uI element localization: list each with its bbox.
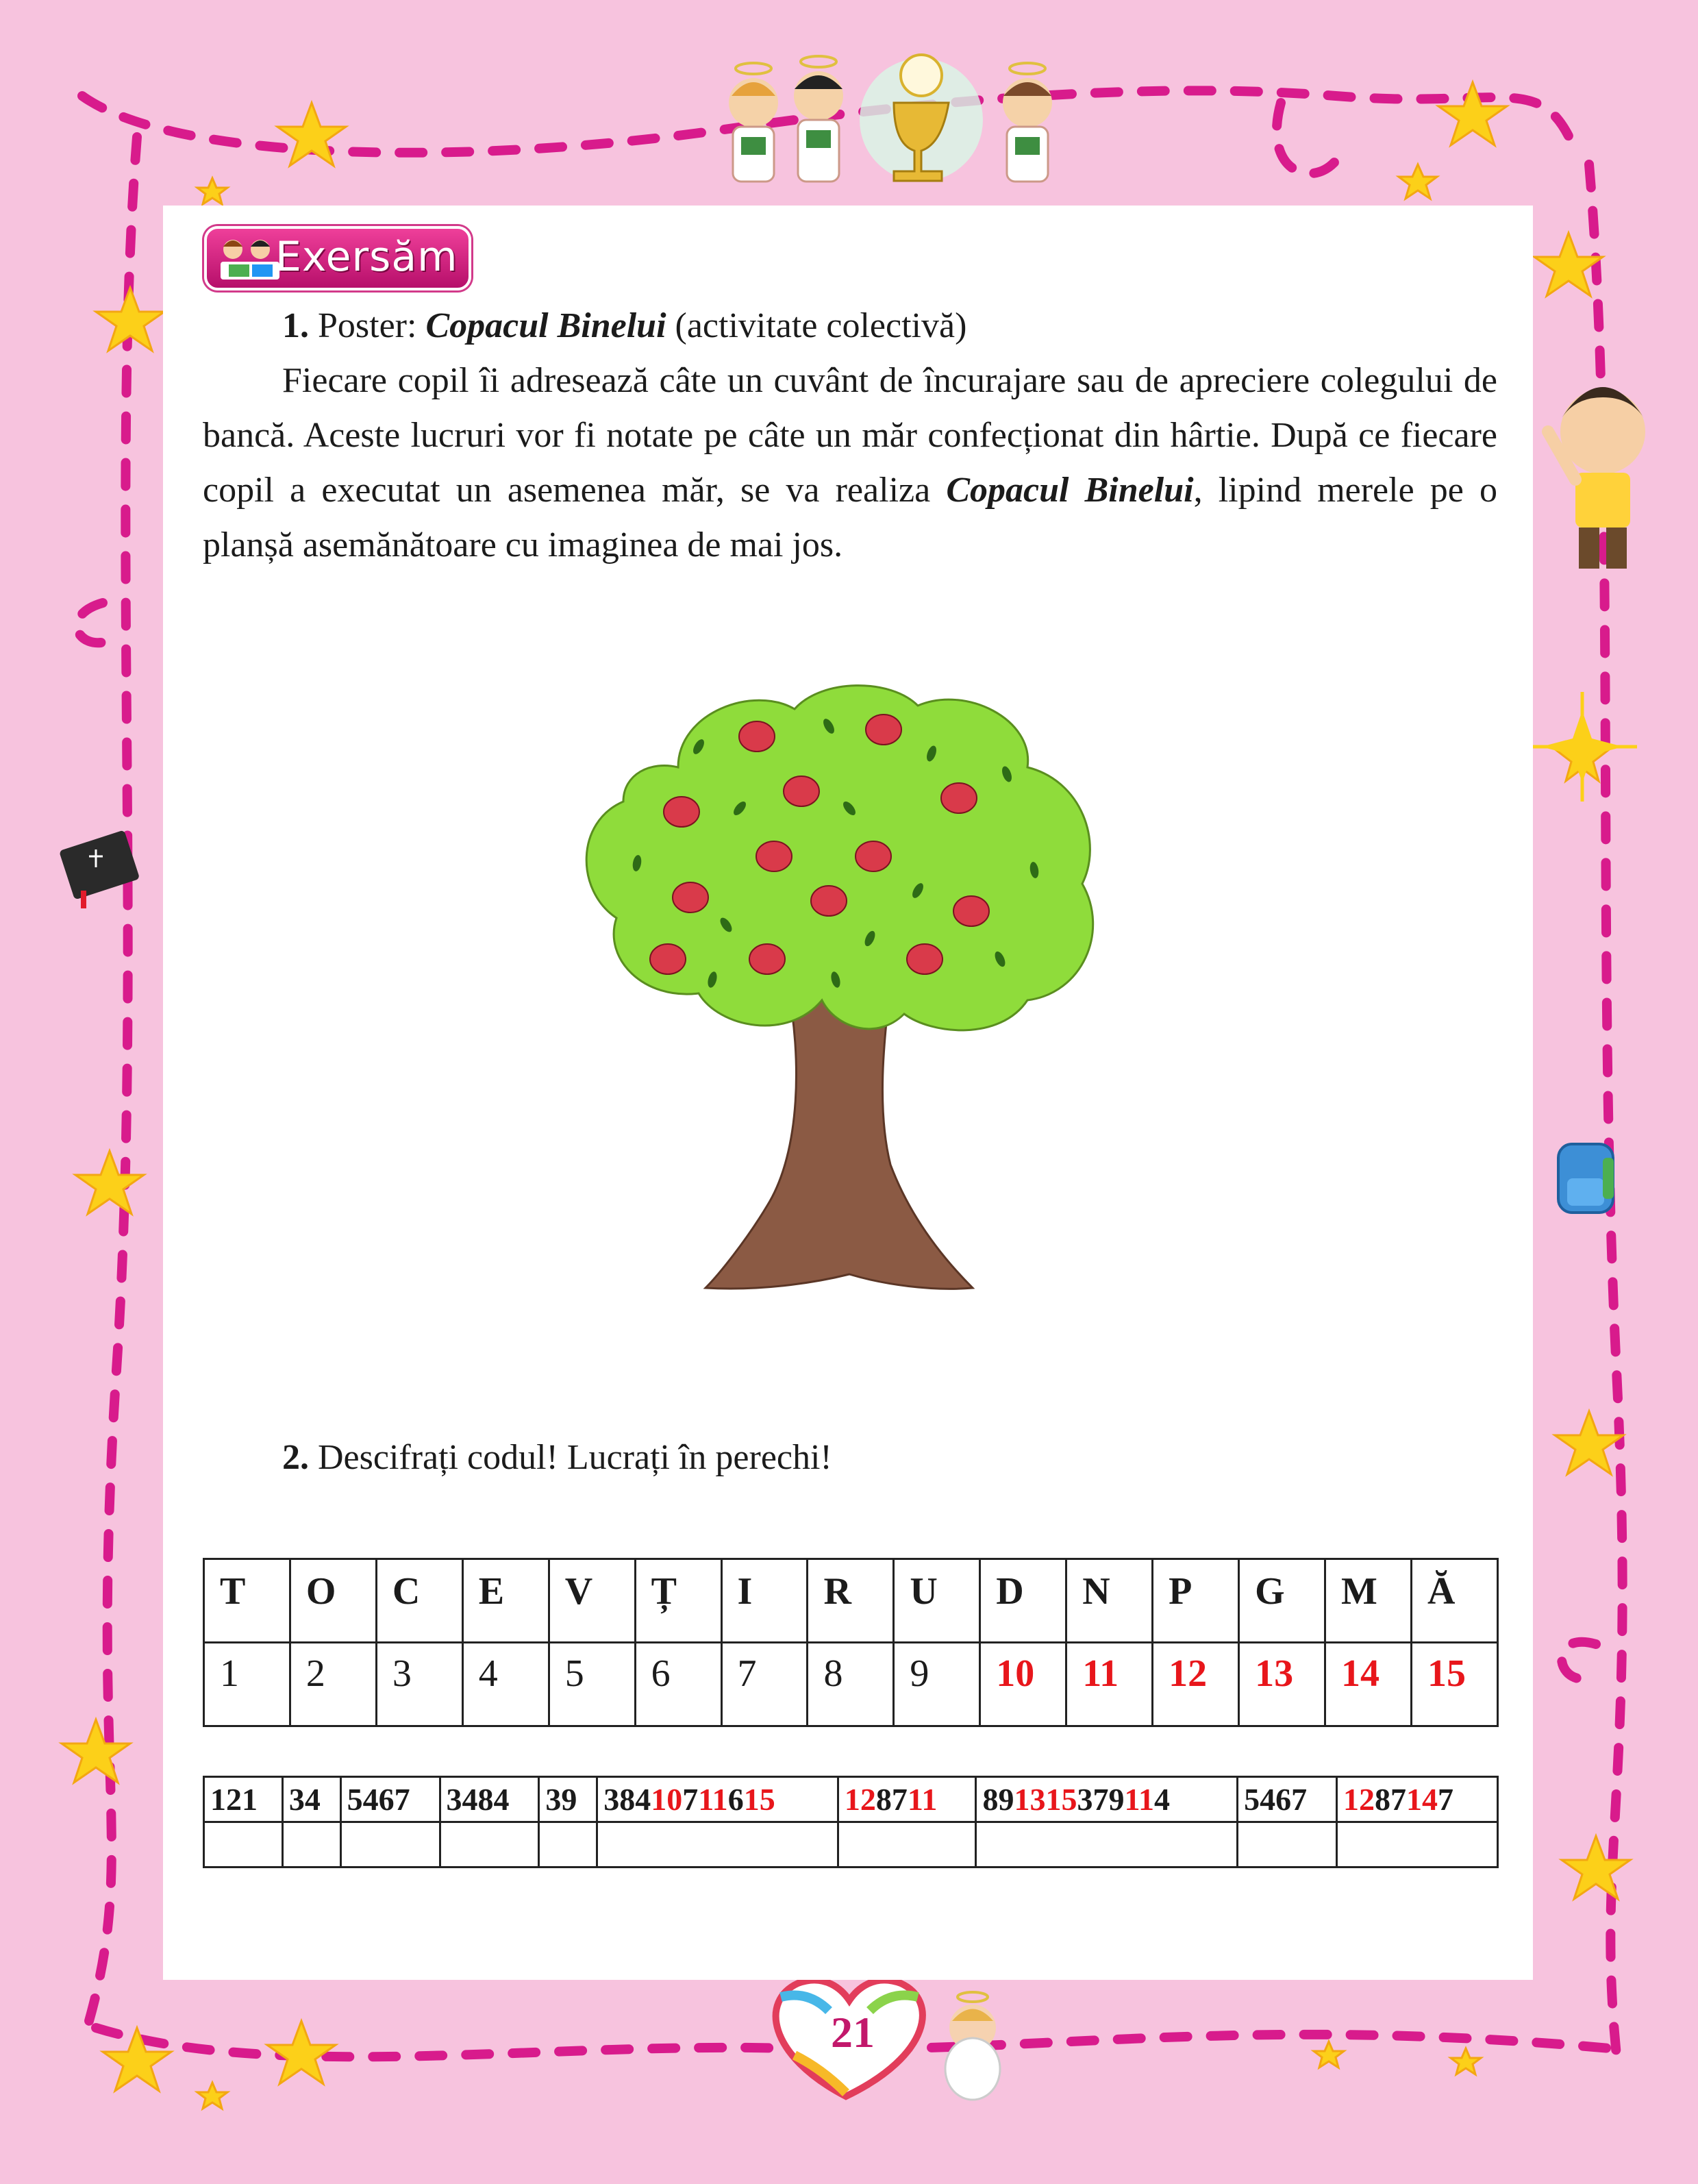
star-icon bbox=[1555, 1411, 1623, 1474]
answer-cell[interactable] bbox=[539, 1822, 597, 1867]
section-label: Exersăm bbox=[275, 233, 458, 281]
answer-cell[interactable] bbox=[838, 1822, 976, 1867]
cipher-number-cell: 7 bbox=[721, 1643, 808, 1726]
cipher-number-cell: 5 bbox=[549, 1643, 635, 1726]
tree-canopy bbox=[586, 686, 1093, 1030]
cipher-number-cell: 1 bbox=[204, 1643, 290, 1726]
code-cell bbox=[838, 1777, 976, 1822]
apple bbox=[856, 841, 891, 871]
code-cell bbox=[976, 1777, 1238, 1822]
code-row bbox=[204, 1777, 1498, 1822]
cipher-letter-cell: P bbox=[1153, 1559, 1239, 1643]
cipher-number-cell: 15 bbox=[1411, 1643, 1497, 1726]
code-segment: 89 bbox=[982, 1782, 1014, 1817]
page-number: 21 bbox=[831, 2008, 875, 2057]
answer-cell[interactable] bbox=[340, 1822, 440, 1867]
code-segment: 11 bbox=[907, 1782, 938, 1817]
code-segment: 10 bbox=[651, 1782, 683, 1817]
exercise-1-title: 1. Poster: Copacul Binelui (activitate colectivă) bbox=[282, 306, 967, 345]
apple bbox=[811, 886, 847, 916]
code-to-decode-table bbox=[203, 1776, 1499, 1868]
star-icon bbox=[62, 1720, 130, 1783]
code-segment: 7 bbox=[682, 1782, 699, 1817]
star-icon bbox=[1562, 1836, 1630, 1899]
apple bbox=[749, 944, 785, 974]
answer-cell[interactable] bbox=[976, 1822, 1238, 1867]
apple bbox=[673, 882, 708, 913]
cipher-letter-cell: I bbox=[721, 1559, 808, 1643]
code-cell bbox=[204, 1777, 283, 1822]
star-icon bbox=[197, 178, 227, 204]
cipher-letter-cell: N bbox=[1066, 1559, 1153, 1643]
code-segment: 14 bbox=[1406, 1782, 1438, 1817]
apple bbox=[739, 721, 775, 752]
apple bbox=[907, 944, 942, 974]
code-segment: 7 bbox=[1438, 1782, 1454, 1817]
boy-icon bbox=[1548, 387, 1645, 569]
apple bbox=[941, 783, 977, 813]
code-segment: 87 bbox=[875, 1782, 908, 1817]
code-segment: 11 bbox=[1124, 1782, 1154, 1817]
code-segment: 3484 bbox=[446, 1782, 510, 1817]
apple bbox=[664, 797, 699, 827]
answer-cell[interactable] bbox=[282, 1822, 340, 1867]
sparkle-icon bbox=[1527, 692, 1637, 802]
answer-cell[interactable] bbox=[1238, 1822, 1337, 1867]
backpack-icon bbox=[1558, 1144, 1614, 1213]
code-segment: 6 bbox=[727, 1782, 744, 1817]
code-cell bbox=[1238, 1777, 1337, 1822]
cipher-number-cell: 4 bbox=[462, 1643, 549, 1726]
cipher-number-cell: 2 bbox=[290, 1643, 376, 1726]
exercise-2-title: 2. Descifrați codul! Lucrați în perechi! bbox=[282, 1438, 832, 1477]
code-cell bbox=[539, 1777, 597, 1822]
cipher-letter-cell: G bbox=[1239, 1559, 1325, 1643]
code-segment: 5467 bbox=[1244, 1782, 1308, 1817]
code-segment: 34 bbox=[288, 1782, 321, 1817]
code-segment: 12 bbox=[1343, 1782, 1375, 1817]
code-segment: 4 bbox=[1153, 1782, 1170, 1817]
code-segment: 379 bbox=[1077, 1782, 1125, 1817]
exercise-1-instructions: Fiecare copil îi adresează câte un cuvânt de încurajare sau de apreciere colegului de bancă. Aceste lucruri vor fi notate pe câte un măr confecționat din hârtie. După ce fiecare copil a executat un asemenea măr, se va realiza Copacul Binelui, lipind merele pe o planșă asemănătoare cu imaginea de mai jos. bbox=[203, 361, 1498, 564]
answer-cell[interactable] bbox=[440, 1822, 539, 1867]
star-icon bbox=[75, 1151, 144, 1214]
cipher-letter-cell: M bbox=[1325, 1559, 1412, 1643]
star-icon bbox=[1399, 164, 1437, 199]
star-icon bbox=[267, 2021, 336, 2084]
section-badge bbox=[204, 226, 471, 290]
angel-icon bbox=[1003, 63, 1052, 182]
cipher-letter-cell: D bbox=[980, 1559, 1066, 1643]
answer-cell[interactable] bbox=[1337, 1822, 1498, 1867]
code-cell bbox=[282, 1777, 340, 1822]
cipher-letter-cell: C bbox=[376, 1559, 462, 1643]
chalice-icon bbox=[860, 55, 983, 182]
star-icon bbox=[1534, 233, 1603, 296]
cipher-number-cell: 13 bbox=[1239, 1643, 1325, 1726]
cipher-number-cell: 6 bbox=[635, 1643, 721, 1726]
star-icon bbox=[1451, 2048, 1481, 2074]
code-segment: 12 bbox=[844, 1782, 876, 1817]
apple bbox=[784, 776, 819, 806]
apple bbox=[650, 944, 686, 974]
cipher-number-cell: 9 bbox=[894, 1643, 980, 1726]
cipher-letter-cell: U bbox=[894, 1559, 980, 1643]
cipher-letters-row bbox=[204, 1559, 1498, 1643]
cipher-letter-cell: Ă bbox=[1411, 1559, 1497, 1643]
cipher-letter-cell: Ț bbox=[635, 1559, 721, 1643]
code-segment: 13 bbox=[1014, 1782, 1046, 1817]
answer-cell[interactable] bbox=[204, 1822, 283, 1867]
code-segment: 87 bbox=[1375, 1782, 1407, 1817]
code-cell bbox=[597, 1777, 838, 1822]
cipher-key-table bbox=[203, 1558, 1499, 1727]
apple bbox=[756, 841, 792, 871]
angel-icon bbox=[945, 1992, 1000, 2100]
code-segment: 121 bbox=[210, 1782, 258, 1817]
cipher-letter-cell: V bbox=[549, 1559, 635, 1643]
cipher-letter-cell: O bbox=[290, 1559, 376, 1643]
code-cell bbox=[1337, 1777, 1498, 1822]
code-segment: 5467 bbox=[347, 1782, 410, 1817]
code-cell bbox=[440, 1777, 539, 1822]
cipher-letter-cell: E bbox=[462, 1559, 549, 1643]
cipher-number-cell: 11 bbox=[1066, 1643, 1153, 1726]
cipher-number-cell: 10 bbox=[980, 1643, 1066, 1726]
cipher-numbers-row bbox=[204, 1643, 1498, 1726]
star-icon bbox=[1438, 82, 1507, 145]
code-segment: 39 bbox=[545, 1782, 577, 1817]
apple-tree-illustration bbox=[562, 671, 1123, 1329]
cipher-number-cell: 8 bbox=[808, 1643, 894, 1726]
cipher-number-cell: 3 bbox=[376, 1643, 462, 1726]
code-segment: 15 bbox=[743, 1782, 775, 1817]
cipher-number-cell: 14 bbox=[1325, 1643, 1412, 1726]
tree-trunk bbox=[706, 986, 973, 1289]
apple bbox=[953, 896, 989, 926]
cipher-number-cell: 12 bbox=[1153, 1643, 1239, 1726]
code-segment: 15 bbox=[1045, 1782, 1077, 1817]
apple bbox=[866, 715, 901, 745]
star-icon bbox=[197, 2083, 227, 2109]
answer-cell[interactable] bbox=[597, 1822, 838, 1867]
code-cell bbox=[340, 1777, 440, 1822]
answer-row bbox=[204, 1822, 1498, 1867]
star-icon bbox=[1314, 2042, 1344, 2068]
cipher-letter-cell: R bbox=[808, 1559, 894, 1643]
code-segment: 384 bbox=[603, 1782, 651, 1817]
code-segment: 11 bbox=[698, 1782, 728, 1817]
star-icon bbox=[277, 103, 346, 166]
cipher-letter-cell: T bbox=[204, 1559, 290, 1643]
